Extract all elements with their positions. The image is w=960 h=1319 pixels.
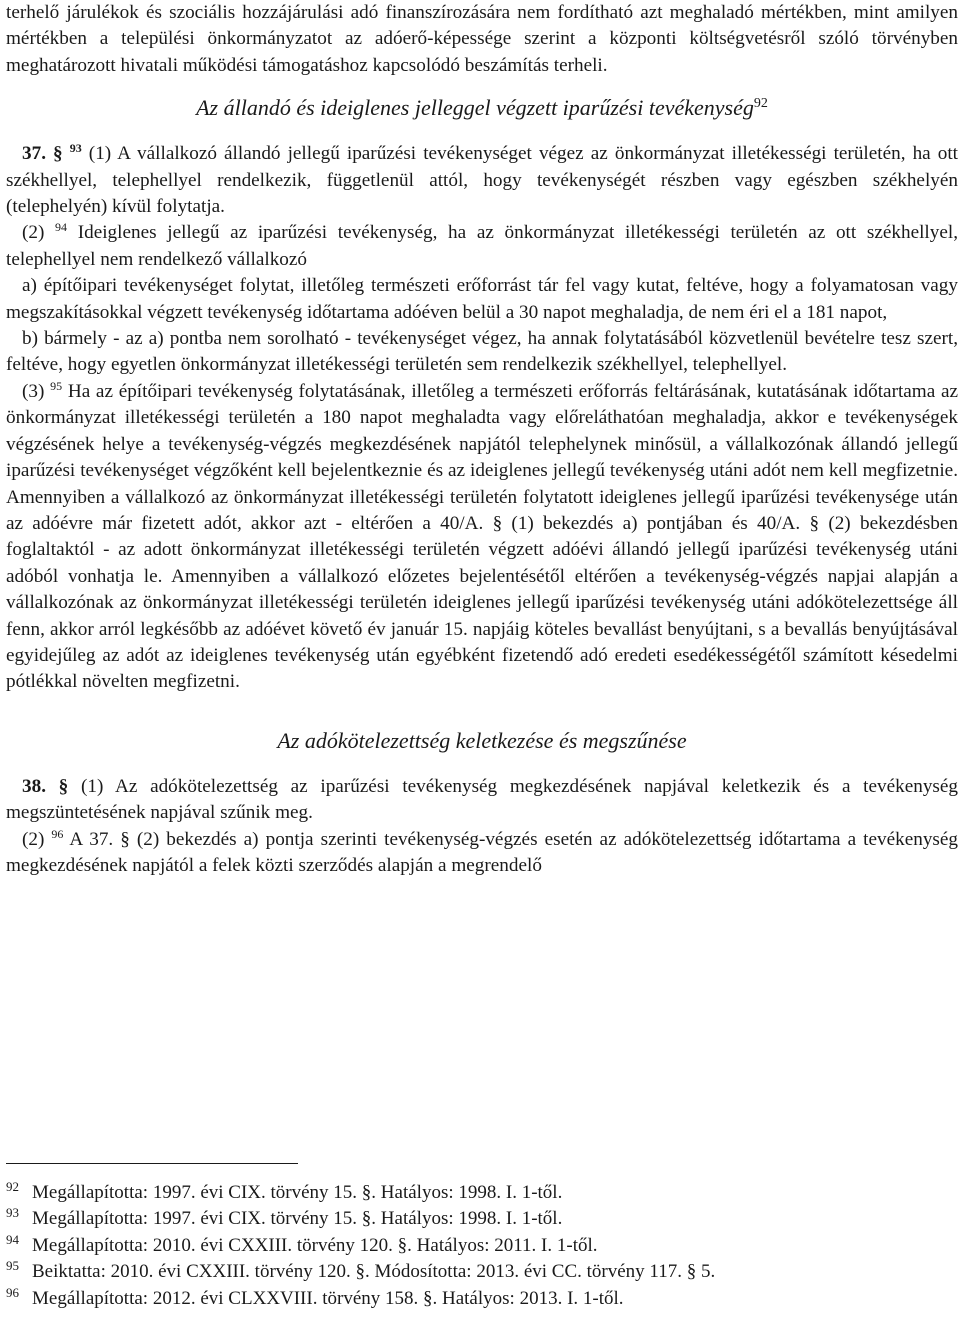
section-38-para-2-text: A 37. § (2) bekezdés a) pontja szerinti tevékenység-végzés esetén az adókötelezettség időtartama a tevékenység megkezdésének napjától a felek közti szerződés alapján a megrendelő [6,828,958,876]
footnote-text: Beiktatta: 2010. évi CXXIII. törvény 120. §. Módosította: 2013. évi CC. törvény 117. § 5. [32,1261,716,1283]
heading-text: Az állandó és ideiglenes jelleggel végzett iparűzési tevékenység [196,95,754,121]
section-37-para-2 [6,220,958,273]
footnote-ref-93[interactable]: 93 [69,141,82,156]
section-heading-permanent-temporary [6,95,958,121]
section-number-38: 38. § [22,775,69,797]
section-38-para-1 [6,774,958,827]
section-37-point-a: a) építőipari tevékenységet folytat, illetőleg természeti erőforrást tár fel vagy kutat, feltéve, hogy a folyamatosan vagy megszakításokkal végzett tevékenység időtartama adóéven belül a 30 napot meghaladja, de nem éri el a 181 napot, [6,275,958,323]
footnote-ref-92[interactable]: 92 [753,96,768,112]
section-37-para-1 [6,141,958,220]
footnote-item: 96 Megállapította: 2012. évi CLXXVIII. törvény 158. §. Hatályos: 2013. I. 1-től. [6,1284,624,1309]
para-label: (2) [22,828,45,850]
footnote-ref-94[interactable]: 94 [55,220,68,235]
section-37-para-3 [6,379,958,696]
footnote-text: Megállapította: 1997. évi CIX. törvény 15. §. Hatályos: 1998. I. 1-től. [32,1208,563,1230]
footnote-item: 94 Megállapította: 2010. évi CXXIII. törvény 120. §. Hatályos: 2011. I. 1-től. [6,1231,598,1256]
section-37-para-3-text: Ha az építőipari tevékenység folytatásának, illetőleg a természeti erőforrás feltárásának, kutatásának időtartama az önkormányzat illetékességi területén a 180 napot meghaladta vagy előreláthatóan meghaladja, akkor e tevékenységek végzésének helye a tevékenység-végzés megkezdésének napjától telephelynek minősül, a vállalkozónak állandó jellegű iparűzési tevékenységet végzőként kell bejelentkeznie és az ideiglenes jellegű tevékenység utáni adót nem kell megfizetnie. Amennyiben a vállalkozó az önkormányzat illetékességi területén folytatott ideiglenes jellegű iparűzési tevékenysége után az adóévre már fizetett adót, akkor azt - eltérően a 40/A. § (1) bekezdés a) pontjában és 40/A. § (2) bekezdésben foglaltaktól - az adott önkormányzat illetékességi területén végzett adóévi állandó jellegű iparűzési tevékenység utáni adóból vonhatja le. Amennyiben a vállalkozó előzetes bejelentésétől eltérően a tevékenység-végzés napjai alapján a vállalkozónak az önkormányzat illetékességi területén ideiglenes jellegű iparűzési tevékenység utáni adókötelezettsége áll fenn, akkor arról legkésőbb az adóévet követő év január 15. napjáig köteles bevallást benyújtani, s a bevallás benyújtásával egyidejűleg az adót az ideiglenes tevékenység után egyébként fizetendő adó eredeti esedékességétől számított késedelmi pótlékkal növelten megfizetni. [6,380,959,693]
para-label: (2) [22,222,45,244]
footnote-text: Megállapította: 2012. évi CLXXVIII. törvény 158. §. Hatályos: 2013. I. 1-től. [32,1287,624,1309]
section-38-para-2 [6,827,958,880]
section-38-para-1-text: (1) Az adókötelezettség az iparűzési tevékenység megkezdésének napjával keletkezik és a tevékenység megszüntetésének napjával szűnik meg. [6,775,958,824]
footnote-divider [6,1163,298,1164]
section-37-point-b: b) bármely - az a) pontba nem sorolható - tevékenységet végez, ha annak folytatásából közvetlenül bevételre tesz szert, feltéve, hogy egyetlen önkormányzat illetékességi területén sem rendelkezik székhellyel, telephellyel. [6,328,958,376]
footnote-item: 92 Megállapította: 1997. évi CIX. törvény 15. §. Hatályos: 1998. I. 1-től. [6,1179,563,1203]
section-heading-tax-liability: Az adókötelezettség keletkezése és megszűnése [277,727,687,753]
footnote-item: 93 Megállapította: 1997. évi CIX. törvény 15. §. Hatályos: 1998. I. 1-től. [6,1205,563,1230]
section-number-37: 37. § [22,143,63,165]
intro-paragraph: terhelő járulékok és szociális hozzájárulási adó finanszírozására nem fordítható azt meghaladó mértékben, mint amilyen mértékben a települési önkormányzatot az adóerő-képessége szerint a központi költségvetésről szóló törvényben meghatározott hivatali működési támogatáshoz kapcsolódó beszámítás terheli. [6,2,958,76]
footnote-item: 95 Beiktatta: 2010. évi CXXIII. törvény 120. §. Módosította: 2013. évi CC. törvény 117. § 5. [6,1258,716,1283]
footnotes [6,1180,958,1312]
section-37-para-1-text: (1) A vállalkozó állandó jellegű iparűzési tevékenységet végez az önkormányzat illetékességi területén, ha ott székhellyel, telephellyel rendelkezik, függetlenül attól, hogy tevékenységét részben vagy egészben székhelyén (telephelyén) kívül folytatja. [6,143,959,218]
para-label: (3) [22,380,45,402]
footnote-text: Megállapította: 2010. évi CXXIII. törvény 120. §. Hatályos: 2011. I. 1-től. [32,1234,598,1256]
section-37-para-2-text: Ideiglenes jellegű az iparűzési tevékenység, ha az önkormányzat illetékességi területén az ott székhellyel, telephellyel nem rendelkező vállalkozó [6,222,958,270]
footnote-text: Megállapította: 1997. évi CIX. törvény 15. §. Hatályos: 1998. I. 1-től. [32,1182,563,1203]
document-page [6,0,958,879]
footnote-ref-96[interactable]: 96 [51,826,64,841]
footnote-ref-95[interactable]: 95 [50,378,63,393]
